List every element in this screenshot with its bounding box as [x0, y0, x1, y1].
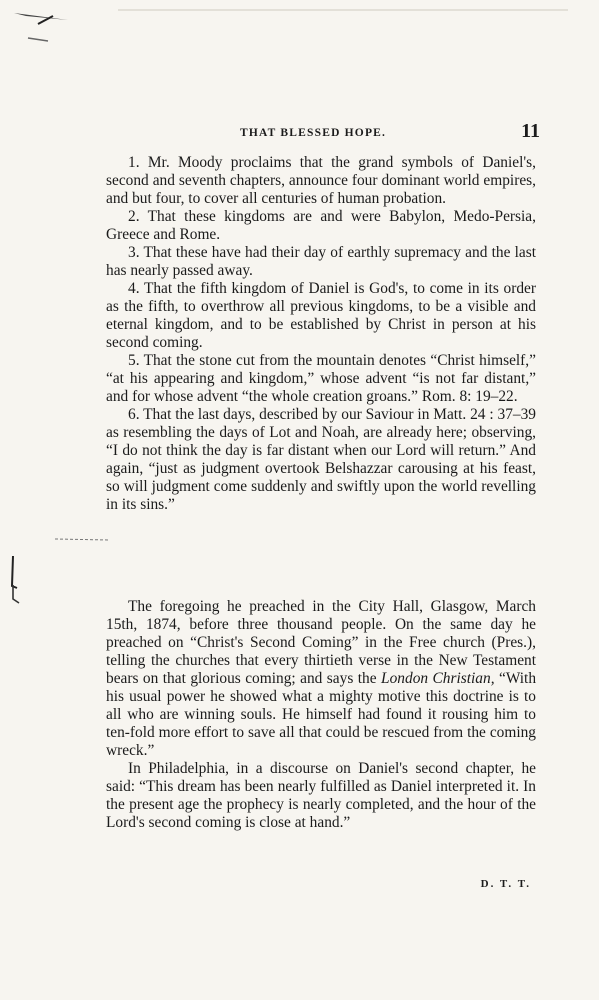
page-number: 11	[521, 120, 540, 142]
commentary-paragraph-2: In Philadelphia, in a discourse on Daniel's second chapter, he said: “This dream has been nearly fulfilled as Daniel interpreted it. In the present age the prophecy is nearly completed, and the hour of the Lord's second coming is close at hand.”	[106, 760, 536, 831]
commentary-text-b: “With his usual power he showed what a mighty motive this doctrine is to all who are winning souls. He himself had found it rousing him to ten-fold more effort to save all that could be rescued from the coming wreck.”	[106, 670, 537, 759]
commentary-section	[106, 598, 536, 832]
author-initials: D. T. T.	[480, 878, 531, 890]
point-1: 1. Mr. Moody proclaims that the grand symbols of Daniel's, second and seventh chapters, announce four dominant world empires, and but four, to cover all centuries of human probation.	[106, 154, 536, 207]
commentary-paragraph-1	[106, 598, 536, 760]
publication-title: London Christian,	[381, 670, 495, 687]
point-2: 2. That these kingdoms are and were Babylon, Medo-Persia, Greece and Rome.	[106, 208, 536, 243]
scan-artifact-dash	[55, 534, 110, 544]
running-title: THAT BLESSED HOPE.	[240, 127, 387, 139]
numbered-points	[106, 154, 536, 514]
running-header	[240, 120, 540, 144]
point-4: 4. That the fifth kingdom of Daniel is God's, to come in its order as the fifth, to overthrow all previous kingdoms, to be a visible and eternal kingdom, and to be established by Christ in person at his second coming.	[106, 280, 536, 351]
scan-artifact-top-left	[8, 8, 568, 48]
point-3: 3. That these have had their day of earthly supremacy and the last has nearly passed away.	[106, 244, 536, 279]
commentary-text-a: The foregoing he preached in the City Hall, Glasgow, March 15th, 1874, before three thousand people. On the same day he preached on “Christ's Second Coming” in the Free church (Pres.), telling the churches that every thirtieth verse in the New Testament bears on that glorious coming; and says the	[106, 598, 536, 687]
point-6: 6. That the last days, described by our Saviour in Matt. 24 : 37–39 as resembling the days of Lot and Noah, are already here; observing, “I do not think the day is far distant when our Lord will return.” And again, “just as judgment overtook Belshazzar carousing at his feast, so will judgment come suddenly and swiftly upon the world revelling in its sins.”	[106, 406, 536, 513]
point-5: 5. That the stone cut from the mountain denotes “Christ himself,” “at his appearing and kingdom,” whose advent “is not far distant,” and for whose advent “the whole creation groans.” Rom. 8: 19–22.	[106, 352, 536, 405]
scan-artifact-left-tick	[10, 585, 20, 605]
